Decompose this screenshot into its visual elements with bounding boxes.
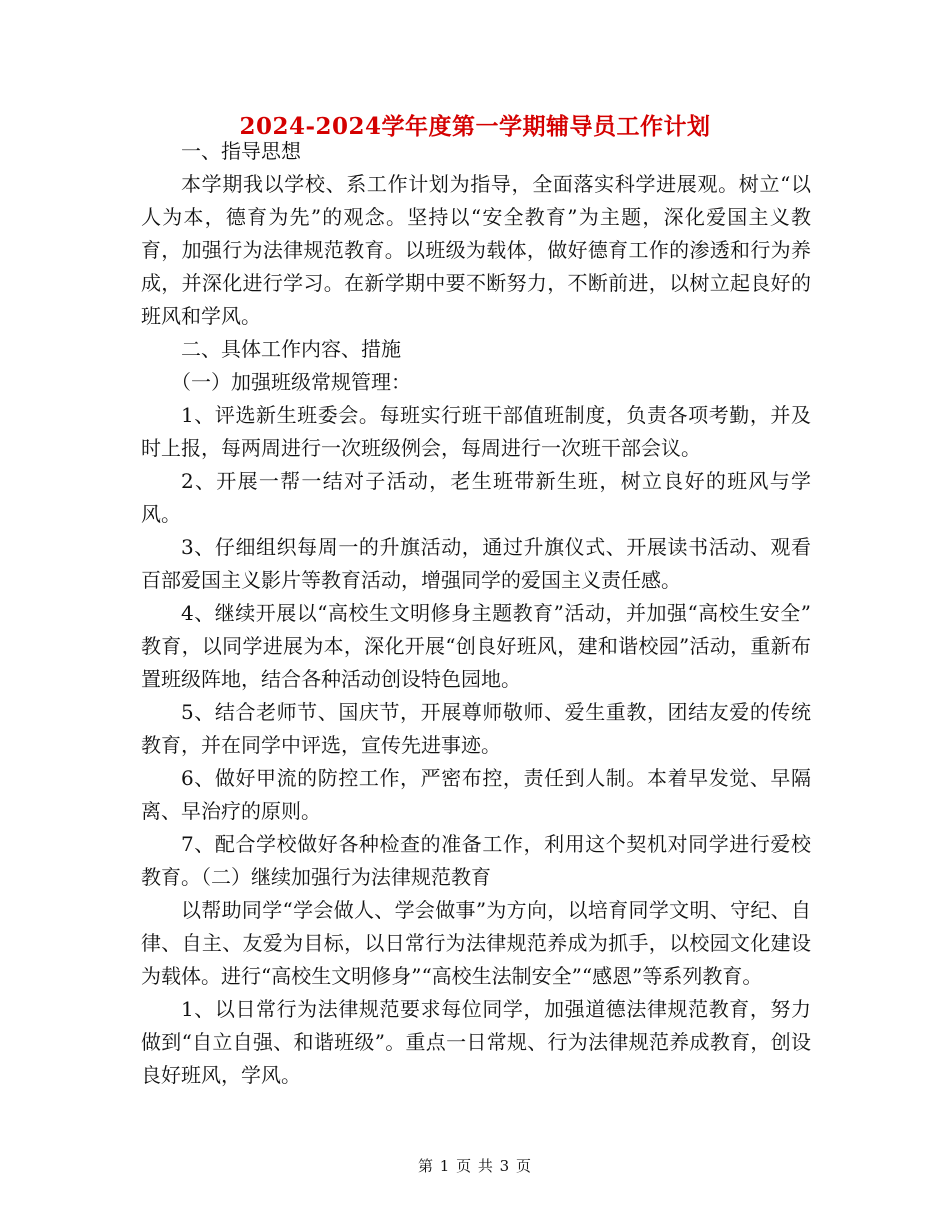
list-item-1: 1、评选新生班委会。每班实行班干部值班制度，负责各项考勤，并及时上报，每两周进行一次班级例会，每周进行一次班干部会议。 bbox=[141, 403, 811, 460]
subsection-heading-class-management: （一）加强班级常规管理： bbox=[171, 370, 411, 394]
list-item-6: 6、做好甲流的防控工作，严密布控，责任到人制。本着早发觉、早隔离、早治疗的原则。 bbox=[141, 766, 811, 823]
document-body bbox=[141, 135, 811, 1092]
list-item-7: 7、配合学校做好各种检查的准备工作，利用这个契机对同学进行爱校教育。（二）继续加强行为法律规范教育 bbox=[141, 832, 811, 889]
list-item-3: 3、仔细组织每周一的升旗活动，通过升旗仪式、开展读书活动、观看百部爱国主义影片等教育活动，增强同学的爱国主义责任感。 bbox=[141, 535, 811, 592]
paragraph-guiding-ideology: 本学期我以学校、系工作计划为指导，全面落实科学进展观。树立“以人为本，德育为先”的观念。坚持以“安全教育”为主题，深化爱国主义教育，加强行为法律规范教育。以班级为载体，做好德育工作的渗透和行为养成，并深化进行学习。在新学期中要不断努力，不断前进，以树立起良好的班风和学风。 bbox=[141, 172, 811, 328]
list-item-5: 5、结合老师节、国庆节，开展尊师敬师、爱生重教，团结友爱的传统教育，并在同学中评选，宣传先进事迹。 bbox=[141, 700, 811, 757]
section-heading-guiding-ideology: 一、指导思想 bbox=[181, 139, 301, 163]
section-heading-work-content: 二、具体工作内容、措施 bbox=[181, 337, 401, 361]
list-item-2: 2、开展一帮一结对子活动，老生班带新生班，树立良好的班风与学风。 bbox=[141, 469, 811, 526]
list-item-4: 4、继续开展以“高校生文明修身主题教育”活动，并加强“高校生安全” 教育，以同学进展为本，深化开展“创良好班风，建和谐校园”活动，重新布置班级阵地，结合各种活动创设特色园地。 bbox=[141, 601, 811, 691]
page-number-footer: 第 1 页 共 3 页 bbox=[418, 1157, 532, 1175]
document-title: 2024-2024学年度第一学期辅导员工作计划 bbox=[239, 113, 711, 140]
paragraph-behavior-education: 以帮助同学“学会做人、学会做事”为方向，以培育同学文明、守纪、自律、自主、友爱为目标，以日常行为法律规范养成为抓手，以校园文化建设为载体。进行“高校生文明修身”“高校生法制安全”“感恩”等系列教育。 bbox=[141, 898, 811, 988]
list-item-behavior-1: 1、以日常行为法律规范要求每位同学，加强道德法律规范教育，努力做到“自立自强、和谐班级”。重点一日常规、行为法律规范养成教育，创设良好班风，学风。 bbox=[141, 997, 811, 1087]
